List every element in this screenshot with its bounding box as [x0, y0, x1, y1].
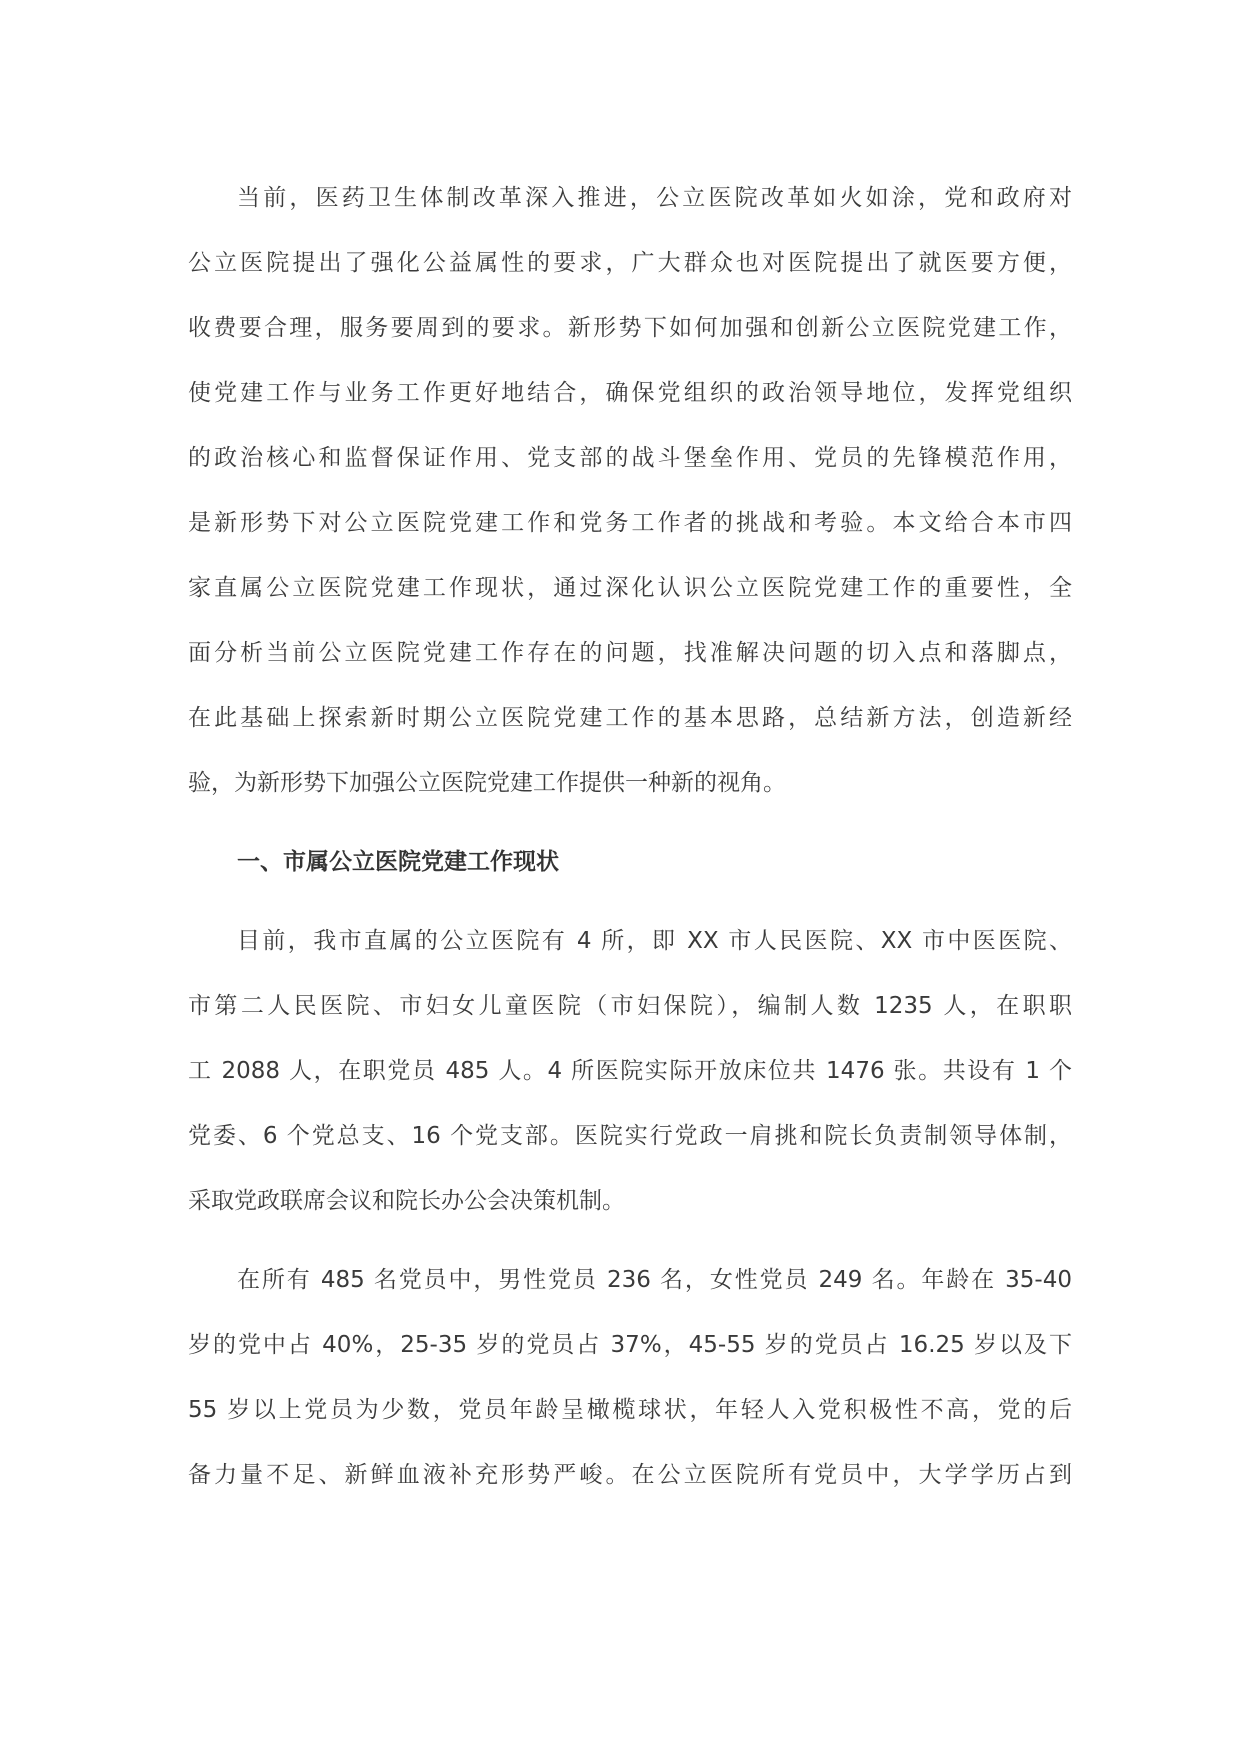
text-line: 使党建工作与业务工作更好地结合，确保党组织的政治领导地位，发挥党组织: [188, 380, 1072, 406]
text-line: 公立医院提出了强化公益属性的要求，广大群众也对医院提出了就医要方便，: [188, 250, 1072, 276]
text-line: 55 岁以上党员为少数，党员年龄呈橄榄球状，年轻人入党积极性不高，党的后: [188, 1397, 1072, 1423]
text-line: 采取党政联席会议和院长办公会决策机制。: [188, 1188, 625, 1214]
text-line: 备力量不足、新鲜血液补充形势严峻。在公立医院所有党员中，大学学历占到: [188, 1462, 1072, 1488]
text-line: 工 2088 人，在职党员 485 人。4 所医院实际开放床位共 1476 张。共设有 1 个: [188, 1058, 1072, 1084]
text-line: 在所有 485 名党员中，男性党员 236 名，女性党员 249 名。年龄在 35-40: [237, 1267, 1072, 1293]
body-paragraph: [188, 1248, 1072, 1508]
text-line: 岁的党中占 40%，25-35 岁的党员占 37%，45-55 岁的党员占 16.25 岁以及下: [188, 1332, 1072, 1358]
text-line: 收费要合理，服务要周到的要求。新形势下如何加强和创新公立医院党建工作，: [188, 315, 1072, 341]
text-line: 当前，医药卫生体制改革深入推进，公立医院改革如火如涂，党和政府对: [237, 185, 1072, 211]
text-line: 的政治核心和监督保证作用、党支部的战斗堡垒作用、党员的先锋模范作用，: [188, 445, 1072, 471]
text-line: 面分析当前公立医院党建工作存在的问题，找准解决问题的切入点和落脚点，: [188, 640, 1072, 666]
text-line: 市第二人民医院、市妇女儿童医院（市妇保院），编制人数 1235 人，在职职: [188, 993, 1072, 1019]
text-line: 在此基础上探索新时期公立医院党建工作的基本思路，总结新方法，创造新经: [188, 705, 1072, 731]
document-page: [188, 166, 1072, 1522]
text-line: 验，为新形势下加强公立医院党建工作提供一种新的视角。: [188, 770, 786, 796]
text-line: 党委、6 个党总支、16 个党支部。医院实行党政一肩挑和院长负责制领导体制，: [188, 1123, 1072, 1149]
text-line: 家直属公立医院党建工作现状，通过深化认识公立医院党建工作的重要性，全: [188, 575, 1072, 601]
body-paragraph: [188, 166, 1072, 816]
text-line: 目前，我市直属的公立医院有 4 所，即 XX 市人民医院、XX 市中医医院、: [237, 928, 1072, 954]
body-paragraph: [188, 909, 1072, 1234]
section-heading: 一、市属公立医院党建工作现状: [237, 849, 559, 875]
text-line: 是新形势下对公立医院党建工作和党务工作者的挑战和考验。本文给合本市四: [188, 510, 1072, 536]
